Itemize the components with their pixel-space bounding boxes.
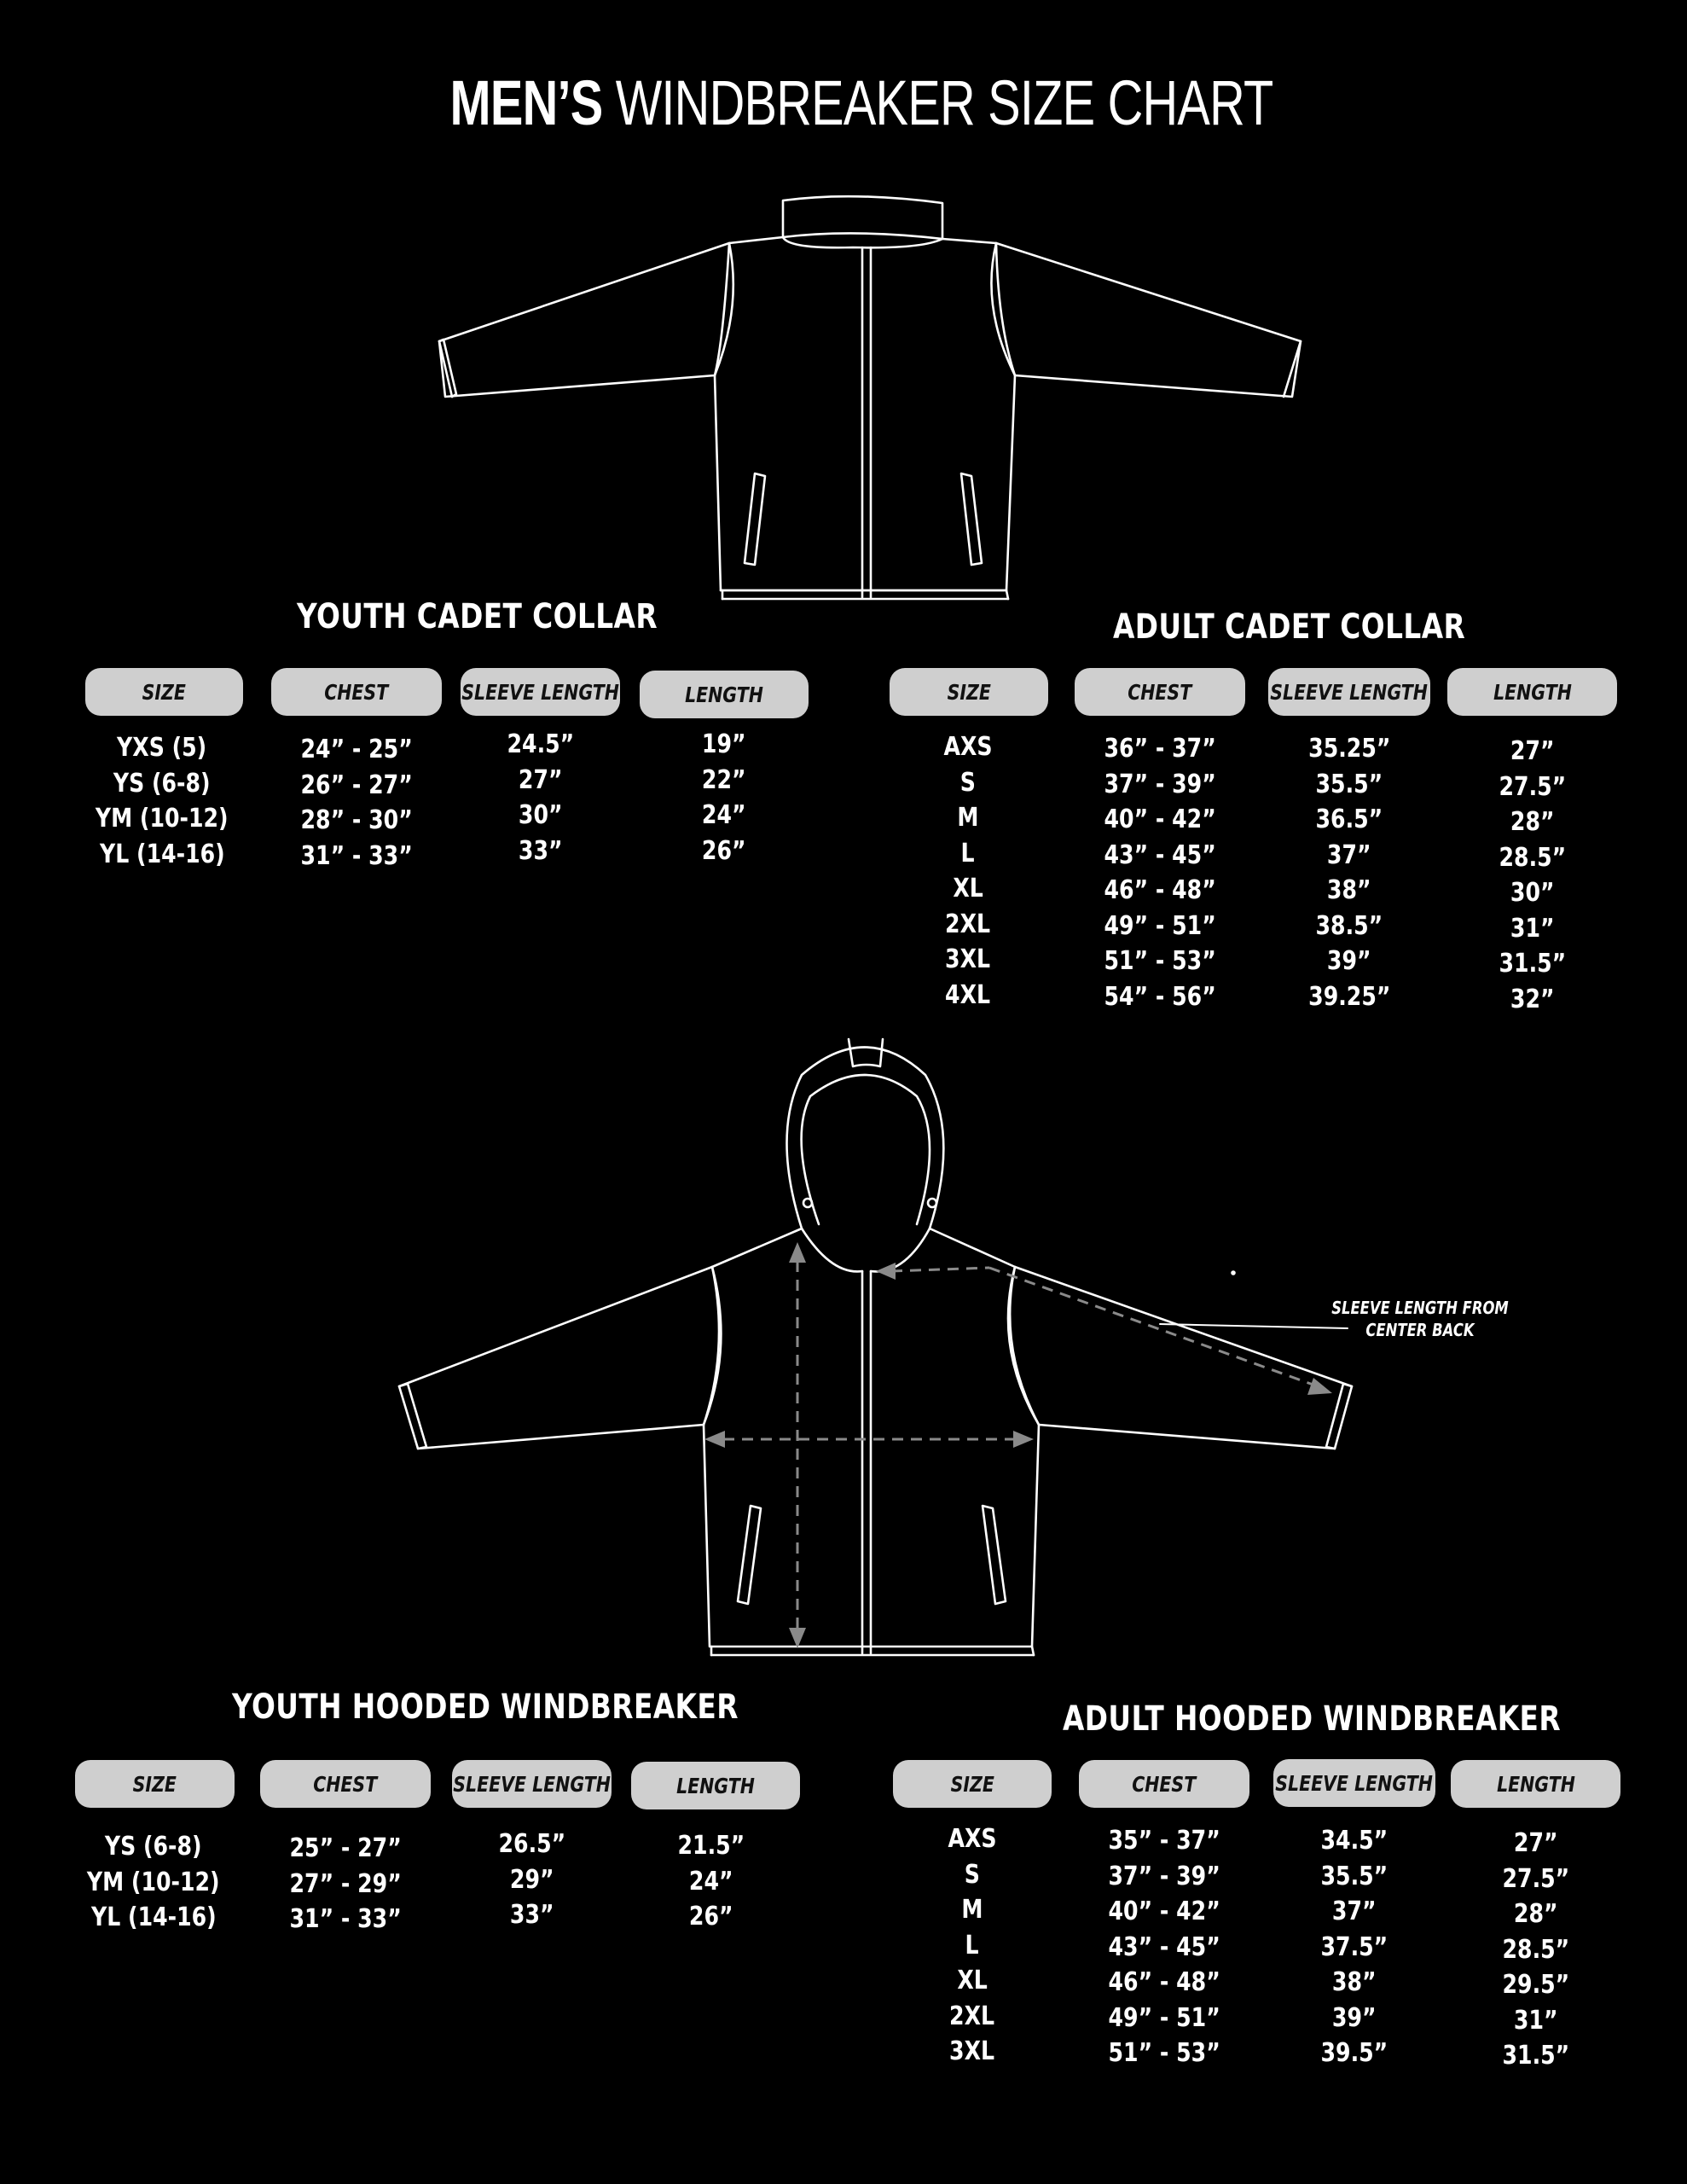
cell — [461, 763, 620, 799]
cell — [271, 803, 442, 839]
youth-cadet-chest-col — [271, 732, 442, 874]
cell — [627, 1828, 796, 1864]
title-bold: MEN’S — [449, 67, 603, 138]
cell — [260, 1831, 431, 1867]
cell — [1451, 1967, 1620, 2003]
cell-value: AXS — [948, 1824, 997, 1854]
cell — [640, 727, 809, 763]
cell-value: 2XL — [945, 909, 991, 939]
cell-value: L — [960, 838, 976, 868]
cell-value: 31.5” — [1502, 2041, 1569, 2071]
cell — [1075, 802, 1245, 838]
youth-cadet-header-sleeve — [461, 668, 620, 716]
cell-value: YM (10-12) — [87, 1867, 220, 1897]
cell — [68, 1900, 239, 1936]
adult-hooded-header-length: LENGTH — [1451, 1760, 1620, 1808]
cell-value: YS (6-8) — [113, 768, 211, 799]
cell-value: 54” - 56” — [1104, 981, 1216, 1012]
cell-value: 31.5” — [1499, 949, 1566, 979]
youth-cadet-title: YOUTH CADET COLLAR — [297, 597, 658, 636]
adult-cadet-sleeve-col — [1268, 731, 1430, 1014]
cell-value: 27.5” — [1502, 1863, 1569, 1894]
cell — [1273, 2001, 1435, 2036]
header-sleeve-label: SLEEVE LENGTH — [461, 679, 619, 705]
cell-value: 28.5” — [1502, 1934, 1569, 1965]
cell-value: YS (6-8) — [105, 1832, 202, 1862]
cell-value: 40” - 42” — [1104, 804, 1216, 834]
cell — [887, 1928, 1058, 1964]
cell — [883, 907, 1053, 943]
cell-value: 27.5” — [1499, 771, 1566, 802]
adult-cadet-chest-col — [1075, 731, 1245, 1014]
cell — [77, 730, 247, 766]
cell-value: 4XL — [945, 979, 991, 1010]
adult-cadet-header-length: LENGTH — [1447, 668, 1617, 716]
cell — [1447, 982, 1617, 1018]
cell-value: 39.5” — [1320, 2038, 1388, 2068]
cell-value: 46” - 48” — [1104, 875, 1216, 905]
youth-hooded-size-col — [68, 1829, 239, 1936]
cell-value: 37” - 39” — [1108, 1861, 1220, 1891]
cell — [627, 1864, 796, 1900]
cell — [1268, 731, 1430, 767]
cell — [461, 798, 620, 834]
cell-value: M — [957, 803, 979, 833]
cell — [883, 978, 1053, 1014]
cell — [461, 834, 620, 869]
cell — [1447, 734, 1617, 770]
cell — [1268, 873, 1430, 909]
cell-value: 35.5” — [1320, 1861, 1388, 1891]
cell — [1079, 1859, 1249, 1895]
header-size-label: SIZE — [142, 679, 187, 705]
adult-hooded-size-col — [887, 1821, 1058, 2070]
cell-value: 27” - 29” — [289, 1868, 402, 1899]
cell — [887, 1857, 1058, 1893]
cell — [883, 765, 1053, 801]
cell — [271, 732, 442, 768]
cell — [1075, 944, 1245, 979]
youth-hooded-header-size: SIZE — [75, 1760, 235, 1808]
adult-hooded-header-sleeve: SLEEVE LENGTH — [1273, 1759, 1435, 1807]
cell-value: 39” — [1332, 2002, 1377, 2033]
cell — [883, 836, 1053, 872]
youth-cadet-header-length — [640, 671, 809, 718]
cell — [1268, 838, 1430, 874]
cell-value: YL (14-16) — [90, 1902, 217, 1932]
cell-value: 26” — [689, 1902, 733, 1931]
cell-value: 28.5” — [1499, 842, 1566, 873]
cell-value: 29.5” — [1502, 1970, 1569, 2000]
cell — [1268, 979, 1430, 1015]
cell-value: S — [964, 1859, 981, 1890]
cell — [1079, 1823, 1249, 1859]
cell — [883, 942, 1053, 978]
cell — [1079, 1894, 1249, 1930]
cell — [1075, 767, 1245, 803]
adult-cadet-title: ADULT CADET COLLAR — [1113, 607, 1466, 647]
cell — [1075, 979, 1245, 1015]
title-rest: WINDBREAKER SIZE CHART — [615, 67, 1273, 138]
youth-hooded-header-sleeve: SLEEVE LENGTH — [452, 1760, 612, 1808]
adult-cadet-header-size: SIZE — [890, 668, 1048, 716]
sleeve-arrow — [989, 1268, 1318, 1386]
cell-value: 31” - 33” — [300, 840, 413, 871]
cell-value: S — [959, 767, 977, 798]
cell-value: 22” — [702, 764, 746, 795]
cell — [452, 1827, 612, 1862]
adult-hooded-chest-col — [1079, 1823, 1249, 2071]
adult-cadet-header-sleeve: SLEEVE LENGTH — [1268, 668, 1430, 716]
cell-value: 27” — [1513, 1828, 1558, 1858]
cell — [883, 729, 1053, 765]
youth-hooded-length-col — [627, 1828, 796, 1935]
cell-value: 49” - 51” — [1108, 2002, 1220, 2033]
cell — [627, 1899, 796, 1935]
youth-cadet-length-col — [640, 727, 809, 868]
cell-value: 37” — [1327, 839, 1371, 870]
cell-value: 30” — [518, 800, 563, 830]
cell-value: 28” — [1510, 807, 1555, 837]
cell-value: 43” - 45” — [1108, 1931, 1220, 1962]
cell — [640, 798, 809, 834]
cell-value: 26” — [702, 835, 746, 866]
cell — [1273, 1930, 1435, 1966]
youth-hooded-sleeve-col — [452, 1827, 612, 1933]
cell — [1079, 2036, 1249, 2071]
cell — [260, 1902, 431, 1937]
cell-value: YM (10-12) — [96, 804, 229, 834]
cell — [461, 727, 620, 763]
cell-value: 38” — [1332, 1967, 1377, 1997]
cell-value: 40” - 42” — [1108, 1896, 1220, 1926]
cell-value: 49” - 51” — [1104, 910, 1216, 941]
cell-value: 33” — [518, 835, 563, 866]
cell-value: 28” - 30” — [300, 805, 413, 835]
cell — [1447, 770, 1617, 805]
cell — [1079, 2001, 1249, 2036]
cell — [1273, 1894, 1435, 1930]
cell-value: 43” - 45” — [1104, 839, 1216, 870]
cell-value: 35.5” — [1315, 769, 1383, 799]
cell-value: 51” - 53” — [1104, 946, 1216, 976]
cell — [883, 871, 1053, 907]
cell — [271, 839, 442, 874]
annotation-line-1: SLEEVE LENGTH FROM — [1331, 1298, 1509, 1318]
cell — [1447, 911, 1617, 947]
cell-value: 46” - 48” — [1108, 1967, 1220, 1997]
cell — [887, 1963, 1058, 1999]
cell — [1451, 1862, 1620, 1897]
cell-value: 3XL — [945, 944, 991, 974]
cell — [271, 768, 442, 804]
cell — [1268, 767, 1430, 803]
cell-value: XL — [953, 874, 983, 903]
cell — [640, 834, 809, 869]
cell-value: 32” — [1510, 984, 1555, 1014]
cell-value: YL (14-16) — [99, 839, 225, 869]
youth-hooded-title: YOUTH HOODED WINDBREAKER — [232, 1687, 739, 1727]
cell-value: 35” - 37” — [1108, 1826, 1220, 1856]
cell-value: 37.5” — [1320, 1931, 1388, 1962]
adult-hooded-header-chest: CHEST — [1079, 1760, 1249, 1808]
cell — [1273, 1965, 1435, 2001]
cell-value: AXS — [943, 732, 993, 762]
cell — [1447, 840, 1617, 876]
cell — [1268, 944, 1430, 979]
sleeve-annotation — [1319, 1297, 1522, 1341]
cell-value: L — [965, 1930, 980, 1960]
youth-hooded-chest-col — [260, 1831, 431, 1937]
cell-value: 28” — [1513, 1899, 1558, 1929]
cell — [1451, 2038, 1620, 2074]
youth-hooded-header-length: LENGTH — [631, 1762, 800, 1809]
cell-value: 24” — [702, 800, 746, 830]
cell-value: 37” — [1332, 1896, 1377, 1926]
header-chest-label: CHEST — [324, 679, 389, 705]
cell-value: XL — [957, 1966, 988, 1995]
cell — [887, 1892, 1058, 1928]
adult-cadet-length-col — [1447, 734, 1617, 1017]
adult-hooded-length-col — [1451, 1826, 1620, 2074]
cell — [887, 1821, 1058, 1857]
cell-value: 26” - 27” — [300, 770, 413, 800]
cell-value: 24.5” — [507, 729, 574, 759]
adult-hooded-title: ADULT HOODED WINDBREAKER — [1063, 1699, 1562, 1739]
cell — [1079, 1965, 1249, 2001]
cell — [1451, 1932, 1620, 1968]
cell-value: 27” — [1510, 736, 1555, 766]
cell-value: 24” - 25” — [300, 735, 413, 764]
cell-value: 31” — [1513, 2005, 1558, 2036]
cell — [68, 1865, 239, 1901]
cell — [260, 1867, 431, 1902]
cell — [1447, 804, 1617, 840]
cell — [1268, 909, 1430, 944]
cell-value: 21.5” — [677, 1831, 745, 1861]
cell — [1447, 946, 1617, 982]
cell — [68, 1829, 239, 1865]
cell-value: 37” - 39” — [1104, 769, 1216, 799]
adult-cadet-size-col — [883, 729, 1053, 1013]
cell — [77, 801, 247, 837]
annotation-line-2: CENTER BACK — [1365, 1320, 1475, 1340]
cell — [1273, 1859, 1435, 1895]
youth-cadet-header-size — [85, 668, 243, 716]
cell — [1447, 875, 1617, 911]
cell-value: 29” — [509, 1864, 554, 1895]
cell — [1268, 802, 1430, 838]
cell — [1451, 1896, 1620, 1932]
cell-value: 31” - 33” — [289, 1904, 402, 1934]
cell-value: 38” — [1327, 875, 1371, 905]
cell — [887, 2034, 1058, 2070]
cell-value: 36.5” — [1315, 804, 1383, 834]
cell-value: YXS (5) — [117, 733, 207, 763]
cell-value: 30” — [1510, 878, 1555, 908]
adult-hooded-sleeve-col — [1273, 1823, 1435, 2071]
cell — [640, 763, 809, 799]
cell — [77, 766, 247, 802]
cell-value: M — [961, 1895, 983, 1925]
cell — [883, 800, 1053, 836]
cell — [1075, 873, 1245, 909]
adult-cadet-header-chest: CHEST — [1075, 668, 1245, 716]
cell-value: 26.5” — [498, 1829, 565, 1859]
cell-value: 39” — [1327, 946, 1371, 976]
cell-value: 51” - 53” — [1108, 2038, 1220, 2068]
cell-value: 36” - 37” — [1104, 734, 1216, 764]
cell-value: 3XL — [949, 2036, 995, 2066]
cell — [1075, 909, 1245, 944]
cell-value: 24” — [689, 1866, 733, 1896]
cell — [1273, 2036, 1435, 2071]
cell-value: 19” — [702, 729, 746, 759]
cell-value: 27” — [518, 764, 563, 795]
youth-cadet-sleeve-col — [461, 727, 620, 868]
cell-value: 39.25” — [1307, 981, 1391, 1012]
youth-hooded-header-chest: CHEST — [260, 1760, 431, 1808]
cell-value: 2XL — [949, 2001, 995, 2031]
cell — [77, 837, 247, 873]
cell — [1451, 1826, 1620, 1862]
cell-value: 38.5” — [1315, 910, 1383, 941]
cell-value: 25” - 27” — [289, 1833, 402, 1863]
cell — [1451, 2003, 1620, 2039]
cell-value: 31” — [1510, 913, 1555, 944]
cell-value: 35.25” — [1307, 734, 1391, 764]
cell — [1079, 1930, 1249, 1966]
cell-value: 33” — [509, 1900, 554, 1930]
cell — [1075, 731, 1245, 767]
adult-hooded-header-size: SIZE — [893, 1760, 1052, 1808]
cell — [887, 1999, 1058, 2035]
youth-cadet-header-chest — [271, 668, 442, 716]
cell — [452, 1862, 612, 1898]
cell — [1273, 1823, 1435, 1859]
cell — [452, 1897, 612, 1933]
youth-cadet-size-col — [77, 730, 247, 872]
header-length-label: LENGTH — [685, 682, 763, 707]
cell-value: 34.5” — [1320, 1826, 1388, 1856]
cell — [1075, 838, 1245, 874]
